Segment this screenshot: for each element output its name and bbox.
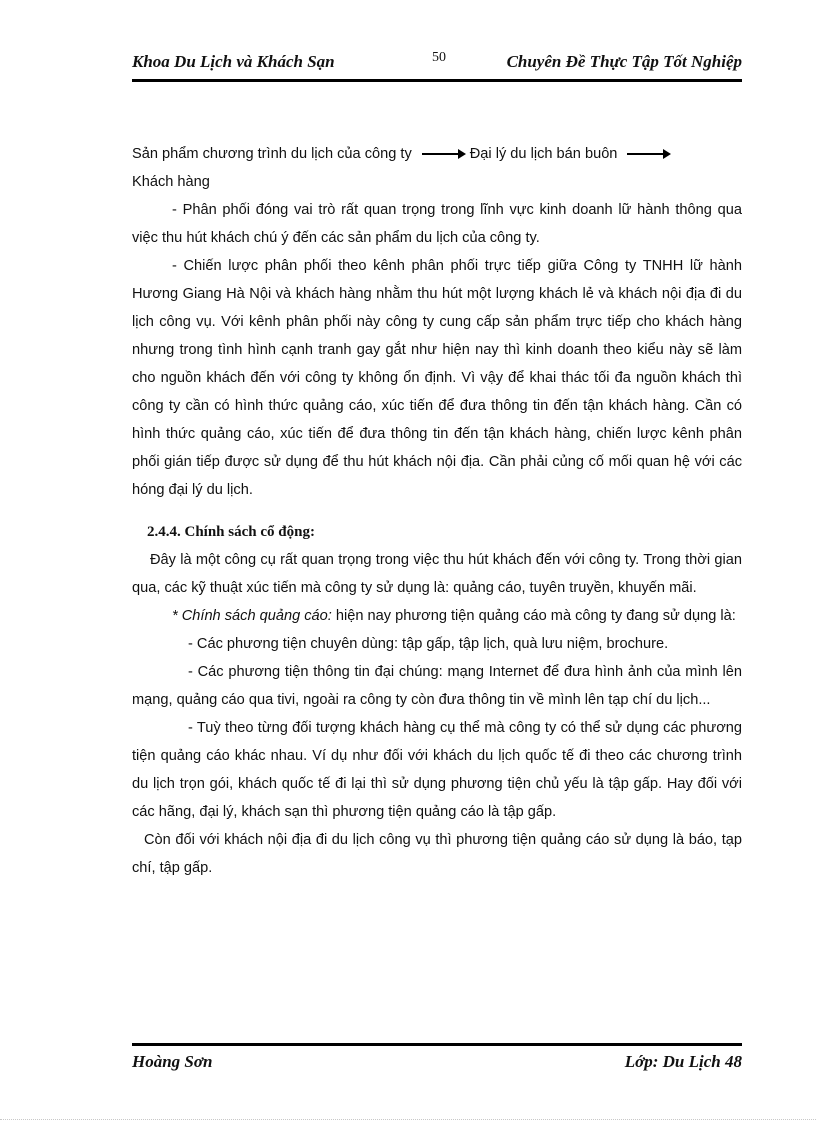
page-header	[132, 52, 742, 78]
page-edge-divider	[0, 1119, 816, 1120]
distribution-flow	[132, 140, 742, 168]
paragraph-mass-media: - Các phương tiện thông tin đại chúng: mạng Internet để đưa hình ảnh của mình lên mạng, quảng cáo qua tivi, ngoài ra công ty còn đưa thông tin về mình lên tạp chí du lịch...	[132, 664, 742, 708]
footer-rule	[132, 1043, 742, 1046]
paragraph-customer-targeting: - Tuỳ theo từng đối tượng khách hàng cụ thể mà công ty có thể sử dụng các phương tiện quảng cáo khác nhau. Ví dụ như đối với khách du lịch quốc tế đi theo các chương trình du lịch trọn gói, khách quốc tế đi lại thì sử dụng phương tiện chủ yếu là tập gấp. Hay đối với các hãng, đại lý, khách sạn thì phương tiện quảng cáo là tập gấp.	[132, 720, 742, 820]
footer-author: Hoàng Sơn	[132, 1052, 213, 1071]
flow-step-product: Sản phẩm chương trình du lịch của công ty	[132, 146, 412, 162]
paragraph-advertising-policy	[132, 602, 742, 630]
header-report-title: Chuyên Đề Thực Tập Tốt Nghiệp	[506, 52, 742, 71]
paragraph-specialized-media: - Các phương tiện chuyên dùng: tập gấp, tập lịch, quà lưu niệm, brochure.	[188, 636, 669, 652]
advertising-policy-label: * Chính sách quảng cáo:	[172, 608, 332, 624]
page-number: 50	[432, 50, 446, 65]
paragraph-distribution-role: - Phân phối đóng vai trò rất quan trọng trong lĩnh vực kinh doanh lữ hành thông qua việc thu hút khách chú ý đến các sản phẩm du lịch của công ty.	[132, 202, 742, 246]
header-faculty: Khoa Du Lịch và Khách Sạn	[132, 52, 335, 71]
paragraph-domestic-advertising: Còn đối với khách nội địa đi du lịch công vụ thì phương tiện quảng cáo sử dụng là báo, tạp chí, tập gấp.	[132, 832, 742, 876]
body-text	[132, 140, 742, 882]
flow-step-customer: Khách hàng	[132, 174, 210, 190]
paragraph-promotion-intro: Đây là một công cụ rất quan trọng trong việc thu hút khách đến với công ty. Trong thời gian qua, các kỹ thuật xúc tiến mà công ty sử dụng là: quảng cáo, tuyên truyền, khuyến mãi.	[132, 552, 742, 596]
arrow-right-icon	[422, 153, 464, 155]
spacer	[132, 504, 742, 518]
advertising-policy-text: hiện nay phương tiện quảng cáo mà công ty đang sử dụng là:	[331, 608, 736, 624]
section-heading: 2.4.4. Chính sách cổ động:	[147, 524, 315, 540]
footer-class: Lớp: Du Lịch 48	[624, 1052, 742, 1071]
page-footer	[132, 1052, 742, 1076]
header-rule	[132, 79, 742, 82]
flow-step-agent: Đại lý du lịch bán buôn	[469, 146, 618, 162]
arrow-right-icon	[627, 153, 669, 155]
paragraph-distribution-strategy: - Chiến lược phân phối theo kênh phân phối trực tiếp giữa Công ty TNHH lữ hành Hương Giang Hà Nội và khách hàng nhằm thu hút một lượng khách lẻ và khách nội địa đi du lịch công vụ. Với kênh phân phối này công ty cung cấp sản phẩm trực tiếp cho khách hàng nhưng trong tình hình cạnh tranh gay gắt như hiện nay thì kinh doanh theo kiểu này sẽ làm cho nguồn khách đến với công ty không ổn định. Vì vậy để khai thác tối đa nguồn khách thì công ty cần có hình thức quảng cáo, xúc tiến để đưa thông tin đến tận khách hàng. Cần có hình thức quảng cáo, xúc tiến để đưa thông tin đến tận khách hàng, chiến lược kênh phân phối gián tiếp được sử dụng để thu hút khách nội địa. Cần phải củng cố mối quan hệ với các hóng đại lý du lịch.	[132, 258, 742, 498]
